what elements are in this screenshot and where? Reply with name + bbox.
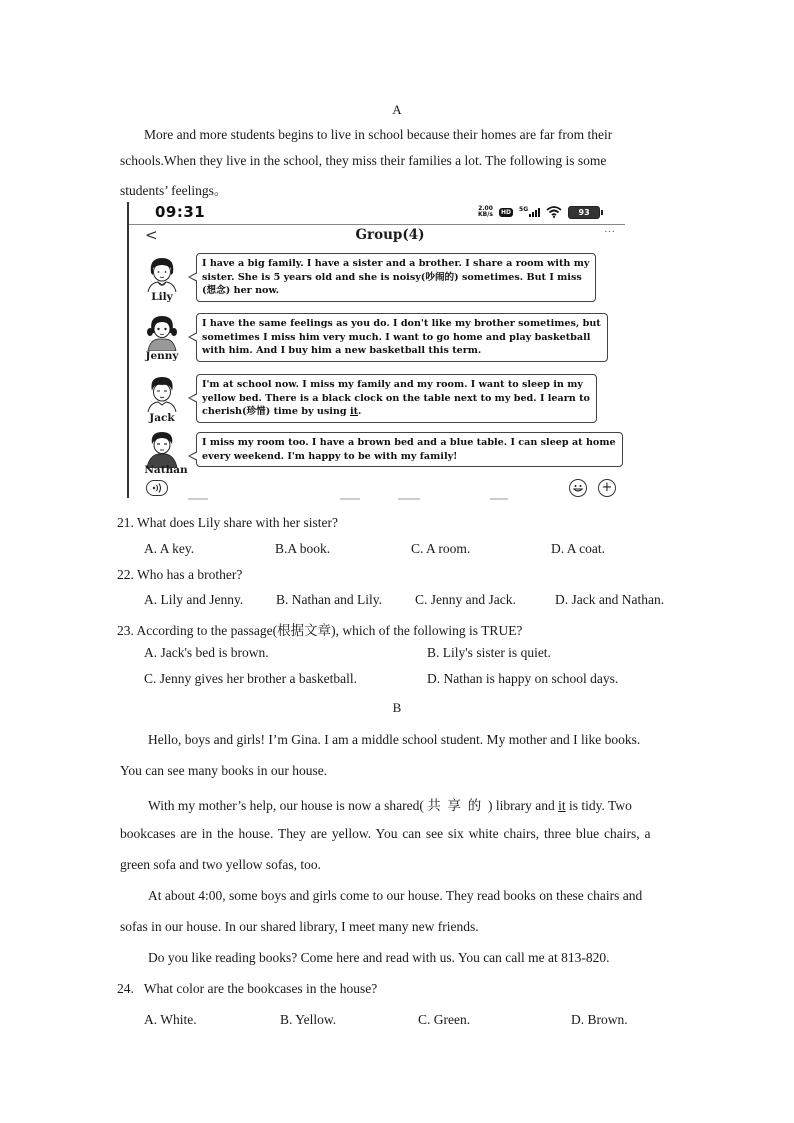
passage-b-p2-line3: green sofa and two yellow sofas, too. xyxy=(120,857,321,872)
q24-option-d[interactable]: D. Brown. xyxy=(571,1012,628,1027)
q22-option-b[interactable]: B. Nathan and Lily. xyxy=(276,592,382,607)
q22-option-d[interactable]: D. Jack and Nathan. xyxy=(555,592,665,607)
sender-name: Nathan xyxy=(144,464,188,476)
underlined-it: it xyxy=(558,798,566,813)
q24-option-c[interactable]: C. Green. xyxy=(418,1012,471,1027)
girl-avatar-icon xyxy=(145,255,179,293)
girl-avatar-icon xyxy=(145,313,179,351)
voice-icon xyxy=(150,483,164,493)
question-24-stem: 24. What color are the bookcases in the house? xyxy=(117,981,378,996)
q21-option-b[interactable]: B.A book. xyxy=(275,541,331,556)
passage-b-p2-line1: With my mother’s help, our house is now a shared( 共 享 的 ) library and it is tidy. Two xyxy=(148,798,632,813)
sender-name: Jack xyxy=(149,412,175,424)
question-23-stem: 23. According to the passage(根据文章), which of the following is TRUE? xyxy=(117,623,523,638)
q23-option-d[interactable]: D. Nathan is happy on school days. xyxy=(427,671,619,686)
back-button[interactable]: < xyxy=(145,226,158,244)
passage-b-p3-line2: sofas in our house. In our shared library, I meet many new friends. xyxy=(120,919,479,934)
message-bubble-jenny: I have the same feelings as you do. I don't like my brother sometimes, but sometimes I miss him very much. I want to go home and play basketball with him. And I buy him a new basketball this term. xyxy=(196,313,608,362)
keyboard-hint-line xyxy=(188,498,208,500)
passage-b-p3-line1: At about 4:00, some boys and girls come to our house. They read books on these chairs and xyxy=(148,888,643,903)
emoji-button[interactable] xyxy=(569,479,587,497)
section-b-heading: B xyxy=(392,700,402,715)
boy-avatar-icon xyxy=(145,375,179,413)
message-bubble-jack: I'm at school now. I miss my family and my room. I want to sleep in my yellow bed. There is a black clock on the table next to my bed. I learn to cherish(珍惜) time by using it. xyxy=(196,374,597,423)
question-21-stem: 21. What does Lily share with her sister? xyxy=(117,515,338,530)
question-22-stem: 22. Who has a brother? xyxy=(117,567,243,582)
cellular-signal-icon: 5G xyxy=(519,207,540,217)
q21-option-c[interactable]: C. A room. xyxy=(411,541,471,556)
intro-line-1: More and more students begins to live in school because their homes are far from their xyxy=(144,127,613,142)
passage-b-p4: Do you like reading books? Come here and read with us. You can call me at 813-820. xyxy=(148,950,610,965)
q21-option-a[interactable]: A. A key. xyxy=(144,541,195,556)
keyboard-hint-line xyxy=(490,498,508,500)
status-time: 09:31 xyxy=(155,203,206,221)
status-divider xyxy=(129,224,625,225)
boy-avatar-icon xyxy=(145,430,179,468)
network-speed: 2.00 KB/s xyxy=(478,205,493,218)
q23-option-a[interactable]: A. Jack's bed is brown. xyxy=(144,645,269,660)
intro-line-2: schools.When they live in the school, they miss their families a lot. The following is some xyxy=(120,153,607,168)
passage-b-p1-line1: Hello, boys and girls! I’m Gina. I am a middle school student. My mother and I like books. xyxy=(148,732,641,747)
q23-option-b[interactable]: B. Lily's sister is quiet. xyxy=(427,645,551,660)
screenshot-border xyxy=(127,202,129,498)
battery-icon: 93 xyxy=(568,206,600,219)
q24-option-b[interactable]: B. Yellow. xyxy=(280,1012,337,1027)
q22-option-a[interactable]: A. Lily and Jenny. xyxy=(144,592,244,607)
more-options-button[interactable]: ··· xyxy=(604,226,615,238)
q22-option-c[interactable]: C. Jenny and Jack. xyxy=(415,592,516,607)
section-a-heading: A xyxy=(392,102,402,117)
smiley-icon xyxy=(571,481,585,495)
voice-input-button[interactable] xyxy=(146,480,168,496)
keyboard-hint-line xyxy=(340,498,360,500)
passage-b-p2-line2: bookcases are in the house. They are yellow. You can see six white chairs, three blue chairs, a xyxy=(120,826,651,841)
wifi-icon xyxy=(546,206,562,218)
sender-name: Jenny xyxy=(145,350,179,362)
passage-b-p1-line2: You can see many books in our house. xyxy=(120,763,328,778)
q21-option-d[interactable]: D. A coat. xyxy=(551,541,605,556)
add-attachment-button[interactable] xyxy=(598,479,616,497)
q23-option-c[interactable]: C. Jenny gives her brother a basketball. xyxy=(144,671,357,686)
hd-badge-icon: HD xyxy=(501,208,512,216)
chat-title: Group(4) xyxy=(355,227,425,243)
status-icons xyxy=(478,205,600,219)
q24-option-a[interactable]: A. White. xyxy=(144,1012,197,1027)
keyboard-hint-line xyxy=(398,498,420,500)
message-bubble-nathan: I miss my room too. I have a brown bed and a blue table. I can sleep at home every weekend. I'm happy to be with my family! xyxy=(196,432,623,467)
plus-icon: + xyxy=(601,480,613,495)
message-bubble-lily: I have a big family. I have a sister and a brother. I share a room with my sister. She is 5 years old and she is noisy(吵闹的) sometimes. But I miss (想念) her now. xyxy=(196,253,596,302)
sender-name: Lily xyxy=(151,291,173,303)
underlined-it: it xyxy=(349,406,359,417)
intro-line-3: students’ feelings。 xyxy=(120,183,228,198)
